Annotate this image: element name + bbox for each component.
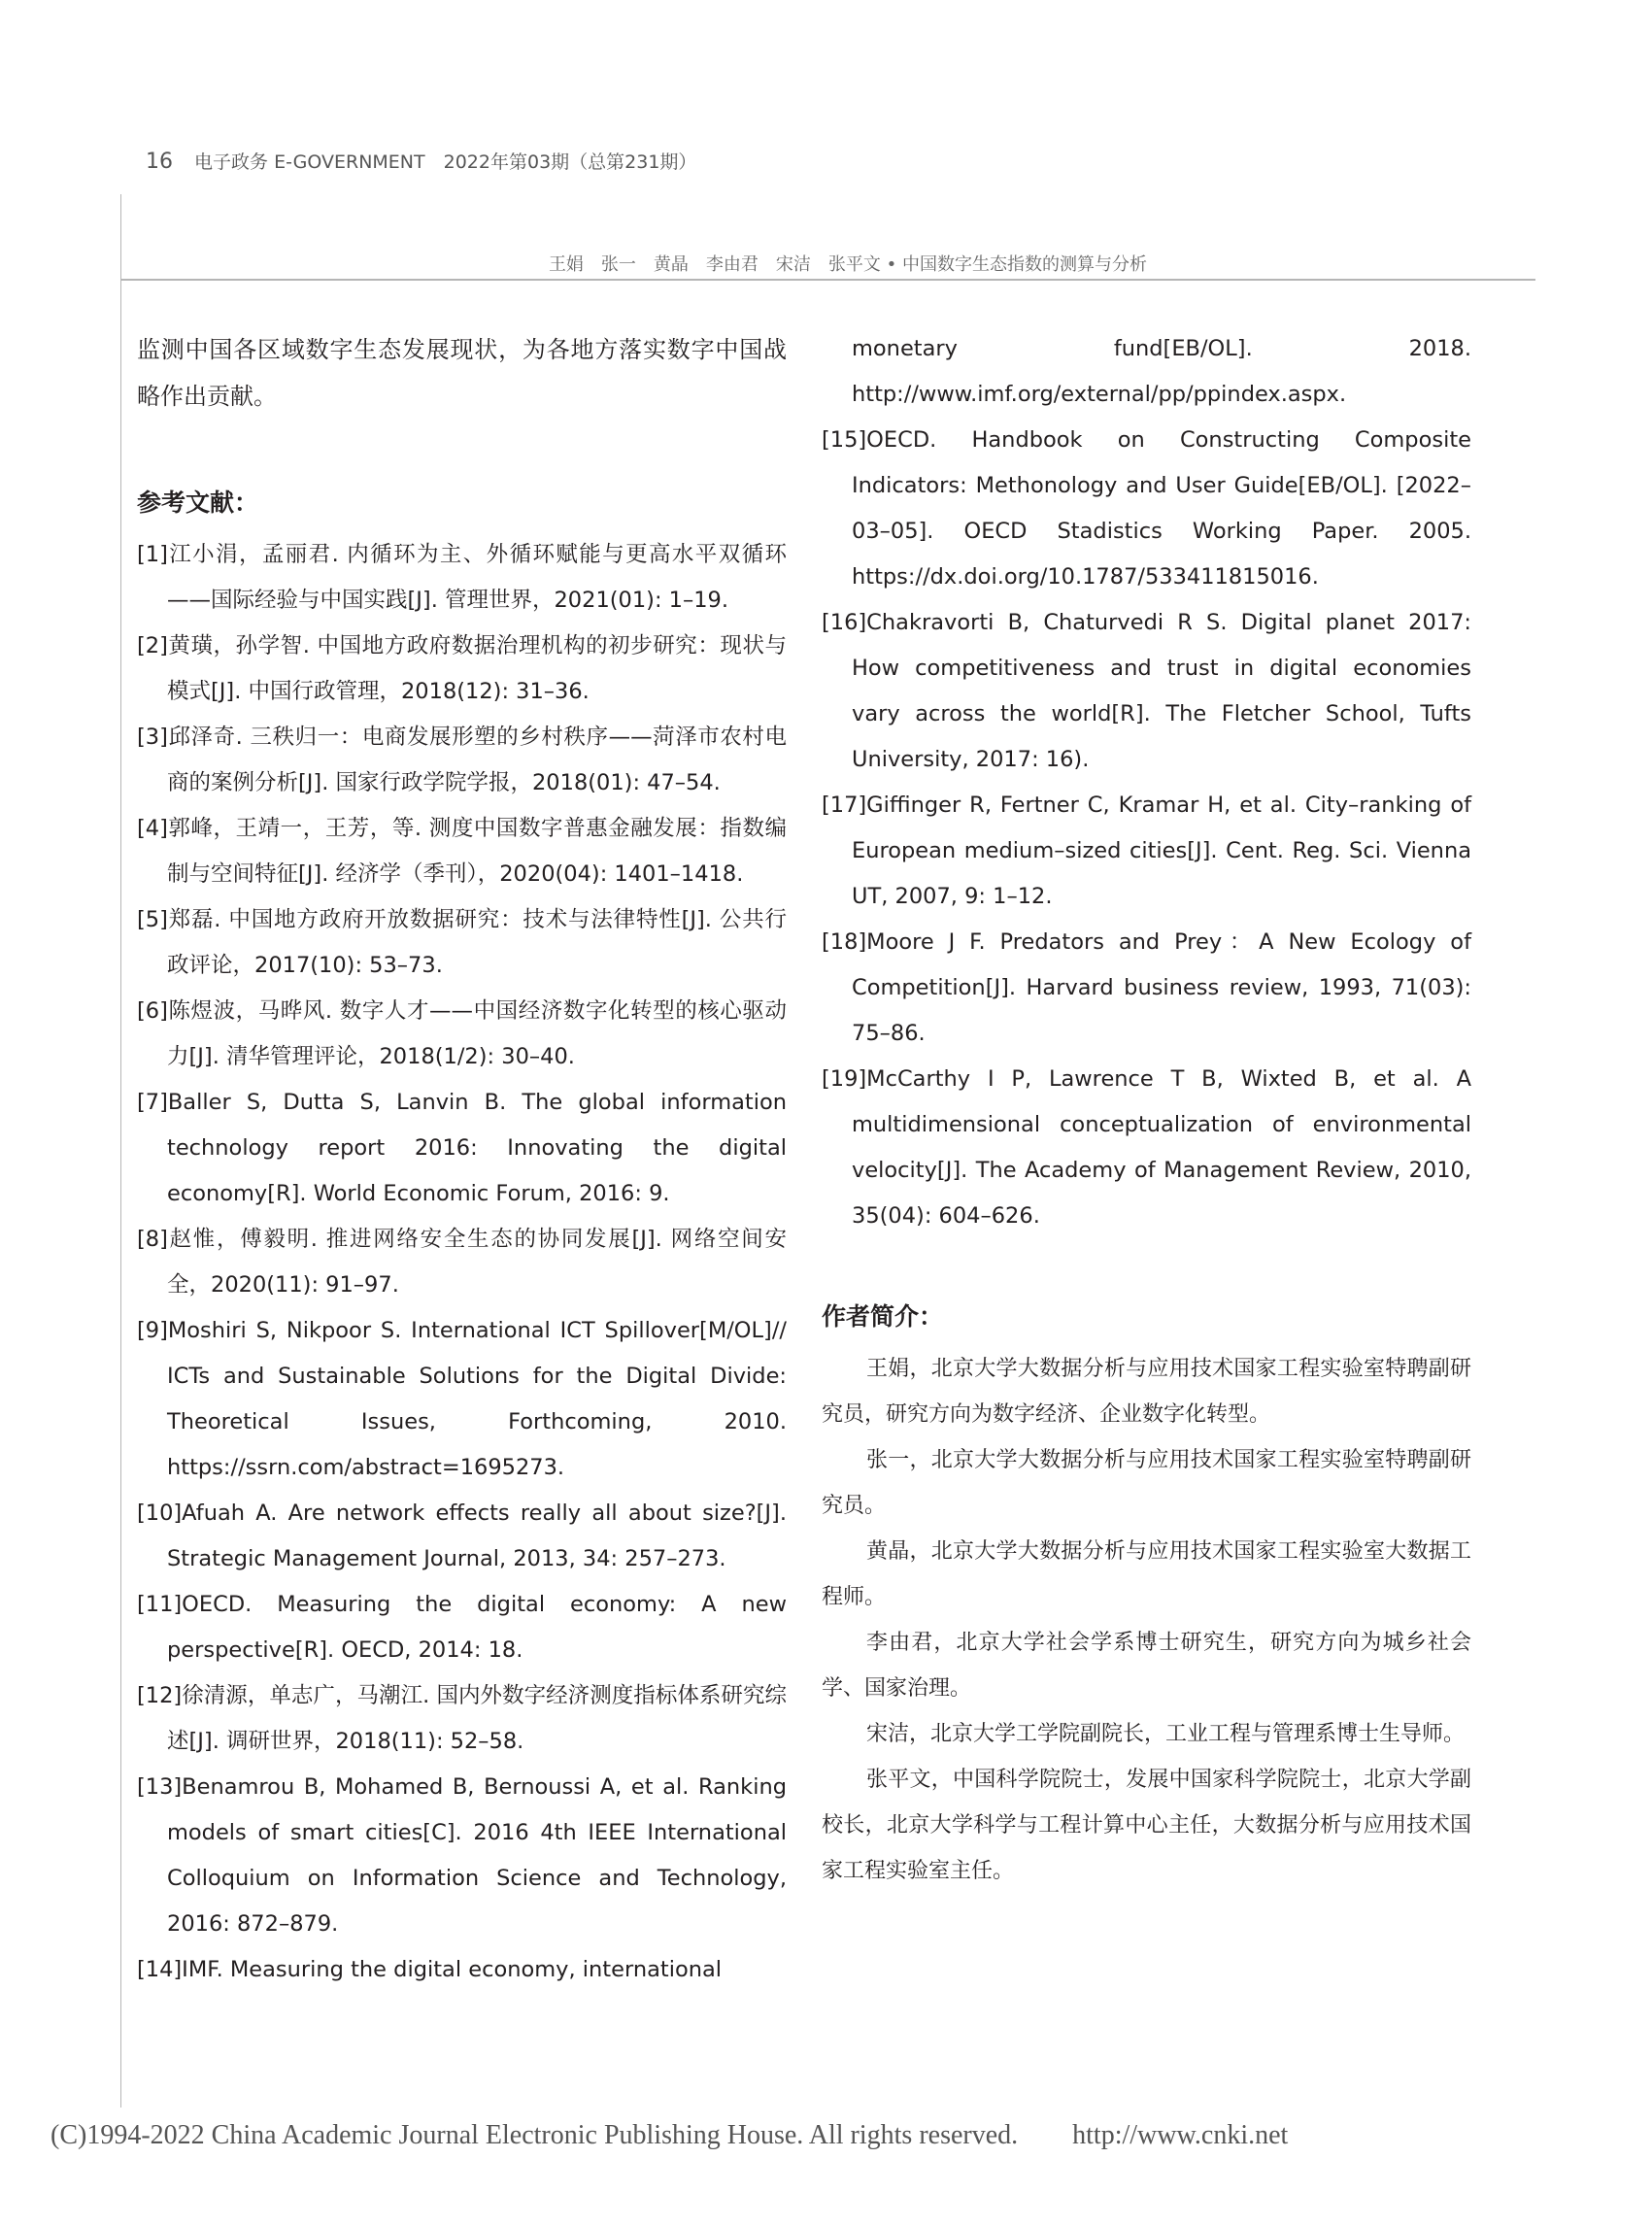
reference-item: [7]Baller S, Dutta S, Lanvin B. The global information technology report 2016: Innovating the digital economy[R]. World Economic Forum, 2016: 9. [137,1090,787,1206]
author-bio: 宋洁，北京大学工学院副院长，工业工程与管理系博士生导师。 [866,1722,1466,1746]
running-title: 王娟 张一 黄晶 李由君 宋洁 张平文 • 中国数字生态指数的测算与分析 [548,254,1147,275]
author-bio: 张平文，中国科学院院士，发展中国家科学院院士，北京大学副校长，北京大学科学与工程计算中心主任，大数据分析与应用技术国家工程实验室主任。 [822,1768,1471,1883]
author-bio: 李由君，北京大学社会学系博士研究生，研究方向为城乡社会学、国家治理。 [822,1631,1471,1701]
journal-info: 电子政务 E-GOVERNMENT 2022年第03期（总第231期） [194,152,697,173]
margin-rule [120,194,121,2108]
reference-item: [12]徐清源，单志广，马潮江. 国内外数字经济测度指标体系研究综述[J]. 调研世界，2018(11): 52–58. [137,1683,787,1754]
page-header [146,148,696,174]
reference-item: [13]Benamrou B, Mohamed B, Bernoussi A, et al. Ranking models of smart cities[C]. 2016 4th IEEE International Colloquium on Information Science and Technology, 2016: 872–879. [137,1774,787,1937]
reference-item: [1]江小涓，孟丽君. 内循环为主、外循环赋能与更高水平双循环——国际经验与中国实践[J]. 管理世界，2021(01): 1–19. [137,542,787,613]
left-column [137,326,787,1993]
author-bio: 张一，北京大学大数据分析与应用技术国家工程实验室特聘副研究员。 [822,1448,1471,1518]
reference-item: [2]黄璜，孙学智. 中国地方政府数据治理机构的初步研究：现状与模式[J]. 中国行政管理，2018(12): 31–36. [137,633,787,704]
reference-item: [17]Giffinger R, Fertner C, Kramar H, et al. City–ranking of European medium–sized cities[J]. Cent. Reg. Sci. Vienna UT, 2007, 9: 1–12. [822,793,1471,909]
authors-heading: 作者简介： [822,1302,944,1331]
reference-item: [6]陈煜波，马晔风. 数字人才——中国经济数字化转型的核心驱动力[J]. 清华管理评论，2018(1/2): 30–40. [137,998,787,1069]
references-heading: 参考文献： [137,489,259,517]
reference-item: [11]OECD. Measuring the digital economy: A new perspective[R]. OECD, 2014: 18. [137,1592,787,1663]
intro-paragraph: 监测中国各区域数字生态发展现状，为各地方落实数字中国战略作出贡献。 [137,336,787,410]
reference-item: [9]Moshiri S, Nikpoor S. International ICT Spillover[M/OL]// ICTs and Sustainable Solutions for the Digital Divide: Theoretical Issues, Forthcoming, 2010. https://ssrn.com/abstract=1695273. [137,1318,787,1480]
reference-item: [15]OECD. Handbook on Constructing Composite Indicators: Methonology and User Guide[EB/OL]. [2022–03–05]. OECD Stadistics Working Paper. 2005. https://dx.doi.org/10.1787/533411815016. [822,427,1471,590]
header-rule [120,279,1535,281]
reference-item: [14]IMF. Measuring the digital economy, international [137,1957,723,1982]
reference-item: [19]McCarthy I P, Lawrence T B, Wixted B, et al. A multidimensional conceptualization of environmental velocity[J]. The Academy of Management Review, 2010, 35(04): 604–626. [822,1066,1471,1229]
page-number: 16 [146,150,173,174]
reference-item: [16]Chakravorti B, Chaturvedi R S. Digital planet 2017: How competitiveness and trust in digital economies vary across the world[R]. The Fletcher School, Tufts University, 2017: 16). [822,610,1471,772]
reference-item: [4]郭峰，王靖一，王芳，等. 测度中国数字普惠金融发展：指数编制与空间特征[J]. 经济学（季刊），2020(04): 1401–1418. [137,816,787,887]
reference-continuation: monetary fund[EB/OL]. 2018. http://www.imf.org/external/pp/ppindex.aspx. [852,336,1471,407]
right-column [822,326,1471,1894]
reference-item: [5]郑磊. 中国地方政府开放数据研究：技术与法律特性[J]. 公共行政评论，2017(10): 53–73. [137,907,787,978]
reference-item: [10]Afuah A. Are network effects really all about size?[J]. Strategic Management Journal, 2013, 34: 257–273. [137,1501,787,1571]
reference-item: [18]Moore J F. Predators and Prey：A New Ecology of Competition[J]. Harvard business review, 1993, 71(03): 75–86. [822,929,1471,1046]
reference-item: [8]赵惟，傅毅明. 推进网络安全生态的协同发展[J]. 网络空间安全，2020(11): 91–97. [137,1227,787,1298]
reference-item: [3]邱泽奇. 三秩归一：电商发展形塑的乡村秩序——菏泽市农村电商的案例分析[J]. 国家行政学院学报，2018(01): 47–54. [137,725,787,795]
author-bio: 王娟，北京大学大数据分析与应用技术国家工程实验室特聘副研究员，研究方向为数字经济、企业数字化转型。 [822,1357,1471,1427]
copyright-footer: (C)1994-2022 China Academic Journal Electronic Publishing House. All rights reserved. http://www.cnki.net [51,2120,1289,2150]
author-bio: 黄晶，北京大学大数据分析与应用技术国家工程实验室大数据工程师。 [822,1539,1471,1609]
